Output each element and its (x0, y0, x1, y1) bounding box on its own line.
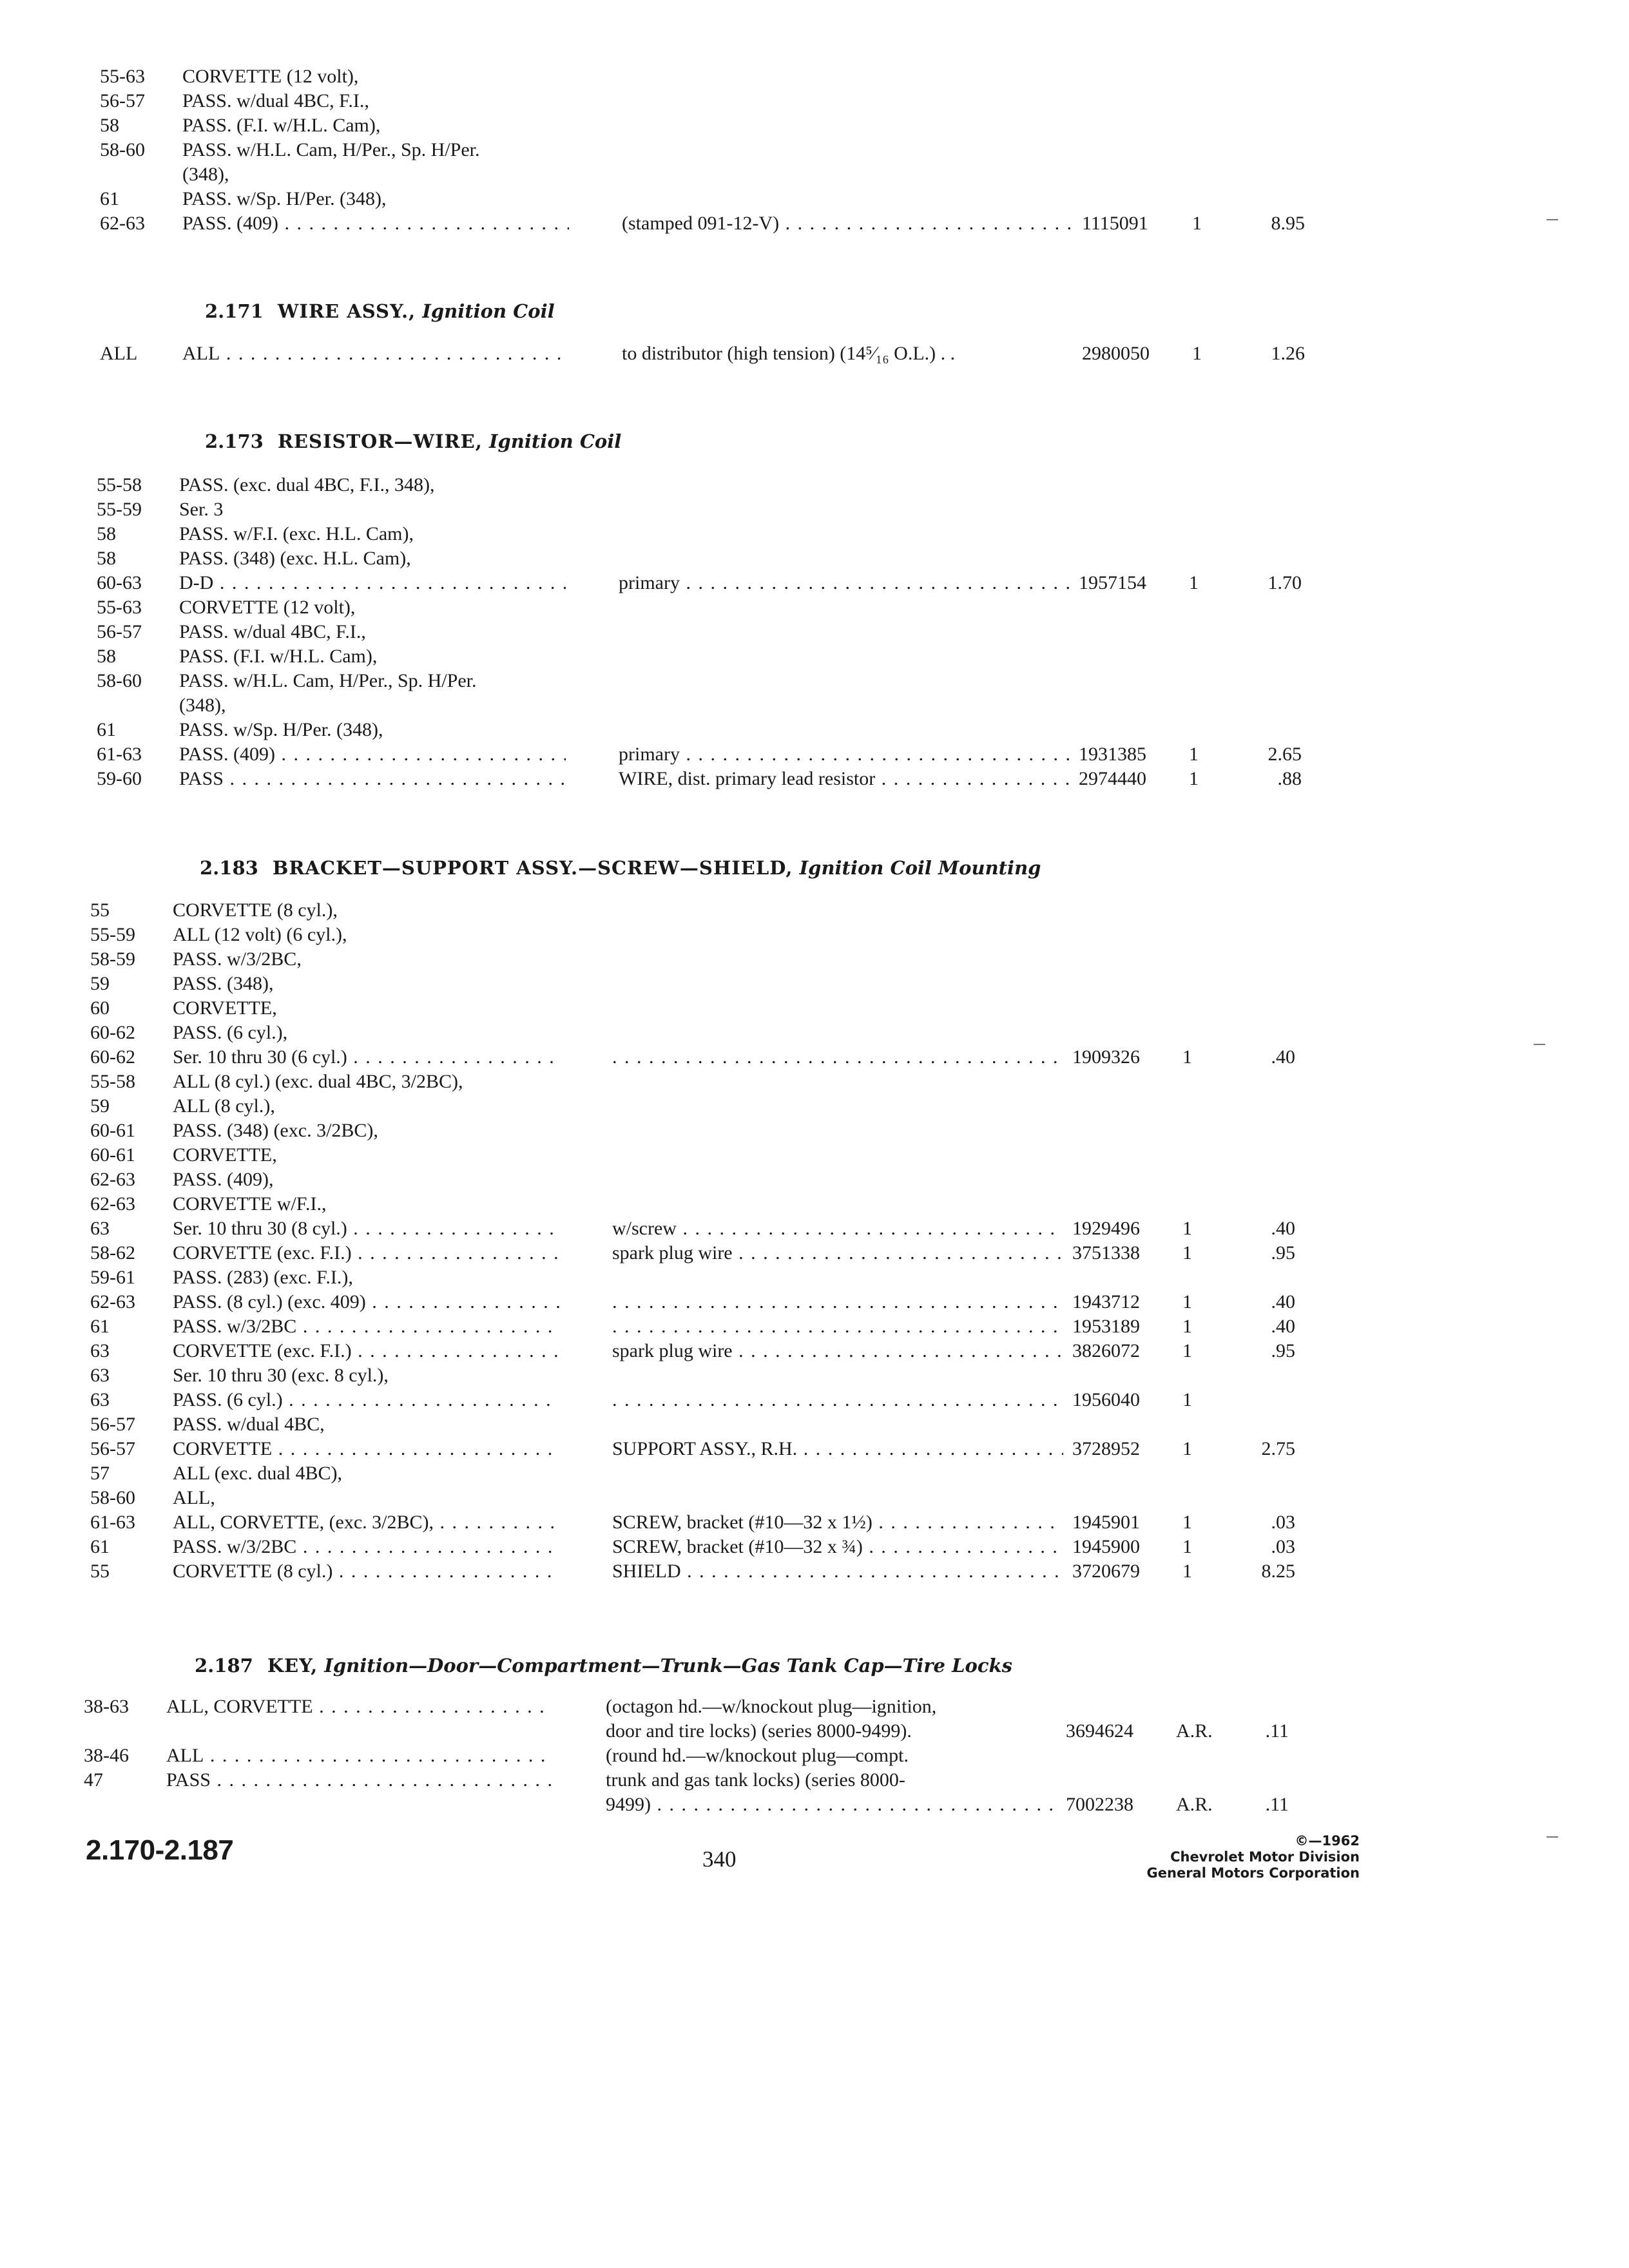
parts-row (97, 522, 1321, 546)
application: PASS. (6 cyl.) . . . (173, 1388, 559, 1412)
application: Ser. 10 thru 30 (exc. 8 cyl.), (173, 1365, 389, 1386)
year-range: 58-60 (100, 139, 145, 160)
application: PASS. (348), (173, 973, 274, 994)
year-range: 58 (97, 646, 116, 667)
parts-row (90, 1143, 1315, 1168)
list-price: .40 (1271, 1291, 1295, 1312)
list-price: .40 (1271, 1218, 1295, 1239)
copyright-block (1095, 1833, 1360, 1881)
parts-row (90, 1461, 1315, 1486)
parts-row (90, 1339, 1315, 1363)
application: PASS. w/3/2BC . . . (173, 1314, 559, 1339)
year-range: 62-63 (90, 1169, 135, 1190)
year-range: 63 (90, 1218, 110, 1239)
part-number: 2980050 (1082, 343, 1150, 364)
parts-row (100, 187, 1324, 211)
section-heading-2187 (195, 1655, 1012, 1677)
quantity: 1 (1182, 1242, 1192, 1264)
description: (stamped 091-12-V) . . . (622, 211, 1073, 236)
section-subtitle: Ignition Coil Mounting (799, 857, 1041, 879)
parts-row (90, 1045, 1315, 1070)
section-caption: KEY, (267, 1655, 318, 1677)
parts-row (100, 211, 1324, 236)
year-range: 60-62 (90, 1046, 135, 1068)
application: PASS. (348) (exc. 3/2BC), (173, 1120, 378, 1141)
quantity: 1 (1189, 572, 1199, 593)
part-number: 3728952 (1072, 1438, 1140, 1459)
quantity: 1 (1189, 768, 1199, 789)
application: (348), (179, 695, 226, 716)
year-range: 57 (90, 1463, 110, 1484)
part-number: 2974440 (1079, 768, 1146, 789)
application: Ser. 10 thru 30 (8 cyl.) . . . (173, 1216, 559, 1241)
description: to distributor (high tension) (14⁵⁄₁₆ O.L.) . . (622, 343, 956, 364)
copyright-year: ©—1962 (1295, 1833, 1360, 1849)
year-range: 58-62 (90, 1242, 135, 1264)
parts-row (90, 947, 1315, 972)
quantity: 1 (1182, 1316, 1192, 1337)
description (612, 1290, 1063, 1314)
year-range: 38-46 (84, 1745, 129, 1766)
application: CORVETTE w/F.I., (173, 1193, 327, 1215)
parts-row (90, 1216, 1315, 1241)
parts-row (84, 1744, 1308, 1768)
parts-group-2173 (97, 473, 1321, 791)
section-number: 2.187 (195, 1655, 253, 1677)
parts-row (90, 1412, 1315, 1437)
application: PASS. w/H.L. Cam, H/Per., Sp. H/Per. (182, 139, 480, 160)
list-price: .11 (1265, 1720, 1289, 1742)
list-price: .11 (1265, 1794, 1289, 1815)
year-range: 60-61 (90, 1120, 135, 1141)
year-range: 56-57 (97, 621, 142, 642)
description: w/screw . . . (612, 1216, 1063, 1241)
parts-row (90, 1486, 1315, 1510)
application: PASS . . . (179, 767, 566, 791)
year-range: 55-59 (97, 499, 142, 520)
parts-row (100, 89, 1324, 113)
quantity: 1 (1192, 213, 1202, 234)
application: PASS. (F.I. w/H.L. Cam), (182, 115, 381, 136)
year-range: 58 (100, 115, 119, 136)
year-range: 63 (90, 1389, 110, 1410)
list-price: .95 (1271, 1242, 1295, 1264)
application: CORVETTE (8 cyl.), (173, 899, 338, 921)
scan-mark (1547, 1836, 1558, 1838)
year-range: 63 (90, 1340, 110, 1361)
section-caption: WIRE ASSY., (277, 300, 416, 322)
year-range: 59-60 (97, 768, 142, 789)
part-number: 3720679 (1072, 1561, 1140, 1582)
parts-row (100, 341, 1324, 366)
description: SCREW, bracket (#10—32 x 1½) . . . (612, 1510, 1063, 1535)
part-number: 1115091 (1082, 213, 1148, 234)
parts-row (84, 1768, 1308, 1792)
year-range: 55-63 (97, 597, 142, 618)
part-number: 1929496 (1072, 1218, 1140, 1239)
parts-row (90, 1559, 1315, 1584)
quantity: 1 (1182, 1512, 1192, 1533)
application: ALL, (173, 1487, 215, 1508)
parts-row (100, 64, 1324, 89)
list-price: 2.75 (1261, 1438, 1295, 1459)
year-range: 60-62 (90, 1022, 135, 1043)
application: ALL (8 cyl.) (exc. dual 4BC, 3/2BC), (173, 1071, 463, 1092)
application: PASS. (409), (173, 1169, 274, 1190)
scan-mark (1534, 1044, 1545, 1045)
section-subtitle: Ignition Coil (422, 300, 555, 322)
part-number: 3694624 (1066, 1720, 1133, 1742)
application: CORVETTE (12 volt), (182, 66, 359, 87)
description: primary . . . (619, 742, 1070, 767)
parts-row (90, 1437, 1315, 1461)
division-name: Chevrolet Motor Division (1170, 1849, 1360, 1865)
parts-row (100, 138, 1324, 162)
part-number: 3751338 (1072, 1242, 1140, 1264)
parts-row (97, 767, 1321, 791)
quantity: 1 (1182, 1218, 1192, 1239)
quantity: A.R. (1176, 1794, 1213, 1815)
description: (round hd.—w/knockout plug—compt. (606, 1745, 909, 1766)
application: CORVETTE (exc. F.I.) . . . (173, 1339, 559, 1363)
description (612, 1314, 1063, 1339)
parts-row (90, 1535, 1315, 1559)
application: ALL (exc. dual 4BC), (173, 1463, 342, 1484)
application: PASS. (8 cyl.) (exc. 409) . . . (173, 1290, 559, 1314)
year-range: 59 (90, 973, 110, 994)
year-range: 62-63 (100, 213, 145, 234)
quantity: 1 (1182, 1291, 1192, 1312)
parts-row (90, 1021, 1315, 1045)
year-range: 61 (100, 188, 119, 209)
application: CORVETTE . . . (173, 1437, 559, 1461)
part-number: 1956040 (1072, 1389, 1140, 1410)
application: PASS. w/dual 4BC, F.I., (182, 90, 369, 111)
quantity: 1 (1182, 1389, 1192, 1410)
list-price: .03 (1271, 1536, 1295, 1557)
application: PASS. (6 cyl.), (173, 1022, 288, 1043)
description: (octagon hd.—w/knockout plug—ignition, (606, 1696, 937, 1717)
application: PASS. w/Sp. H/Per. (348), (179, 719, 383, 740)
application: CORVETTE (exc. F.I.) . . . (173, 1241, 559, 1265)
application: PASS. w/dual 4BC, F.I., (179, 621, 366, 642)
list-price: .03 (1271, 1512, 1295, 1533)
section-heading-2183 (200, 857, 1041, 879)
year-range: 55-58 (97, 474, 142, 495)
quantity: A.R. (1176, 1720, 1213, 1742)
year-range: 47 (84, 1769, 103, 1791)
description: SUPPORT ASSY., R.H. . . . (612, 1437, 1063, 1461)
section-heading-2173 (205, 430, 621, 452)
parts-group-2187 (84, 1695, 1308, 1817)
application: CORVETTE, (173, 1144, 277, 1166)
parts-row (90, 1192, 1315, 1216)
section-subtitle: Ignition—Door—Compartment—Trunk—Gas Tank Cap—Tire Locks (324, 1655, 1012, 1677)
list-price: .40 (1271, 1316, 1295, 1337)
section-caption: RESISTOR—WIRE, (277, 430, 483, 452)
application: ALL (8 cyl.), (173, 1095, 275, 1117)
parts-row (97, 571, 1321, 595)
year-range: 55 (90, 899, 110, 921)
parts-row (90, 1510, 1315, 1535)
year-range: ALL (100, 343, 138, 364)
parts-row (90, 1241, 1315, 1265)
year-range: 55-59 (90, 924, 135, 945)
part-number: 1909326 (1072, 1046, 1140, 1068)
parts-row (97, 473, 1321, 497)
year-range: 60-63 (97, 572, 142, 593)
year-range: 61-63 (97, 744, 142, 765)
description: SHIELD . . . (612, 1559, 1063, 1584)
parts-row (90, 1363, 1315, 1388)
parts-row (97, 718, 1321, 742)
application: PASS. w/H.L. Cam, H/Per., Sp. H/Per. (179, 670, 477, 691)
year-range: 62-63 (90, 1291, 135, 1312)
parts-row (90, 923, 1315, 947)
application: CORVETTE, (173, 997, 277, 1019)
parts-row (90, 1265, 1315, 1290)
parts-group-2183 (90, 898, 1315, 1584)
year-range: 59-61 (90, 1267, 135, 1288)
application: ALL . . . (166, 1744, 553, 1768)
application: D-D . . . (179, 571, 566, 595)
year-range: 63 (90, 1365, 110, 1386)
part-number: 7002238 (1066, 1794, 1133, 1815)
year-range: 56-57 (90, 1438, 135, 1459)
year-range: 62-63 (90, 1193, 135, 1215)
parts-row (90, 898, 1315, 923)
parts-row (90, 1119, 1315, 1143)
corporation-name: General Motors Corporation (1146, 1865, 1360, 1881)
year-range: 61-63 (90, 1512, 135, 1533)
year-range: 55-58 (90, 1071, 135, 1092)
parts-row (90, 1314, 1315, 1339)
year-range: 61 (97, 719, 116, 740)
list-price: .88 (1277, 768, 1302, 789)
application: (348), (182, 164, 229, 185)
year-range: 58-60 (90, 1487, 135, 1508)
year-range: 61 (90, 1316, 110, 1337)
year-range: 38-63 (84, 1696, 129, 1717)
section-number: 2.183 (200, 857, 258, 879)
application: CORVETTE (8 cyl.) . . . (173, 1559, 559, 1584)
parts-group-2171 (100, 341, 1324, 366)
parts-row (97, 595, 1321, 620)
quantity: 1 (1182, 1046, 1192, 1068)
application: PASS. (348) (exc. H.L. Cam), (179, 548, 411, 569)
list-price: 1.26 (1271, 343, 1305, 364)
parts-row (100, 162, 1324, 187)
parts-row (97, 742, 1321, 767)
section-caption: BRACKET—SUPPORT ASSY.—SCREW—SHIELD, (272, 857, 793, 879)
description: WIRE, dist. primary lead resistor . . . (619, 767, 1070, 791)
parts-row (84, 1792, 1308, 1817)
year-range: 58 (97, 523, 116, 544)
parts-row (90, 996, 1315, 1021)
list-price: 1.70 (1268, 572, 1302, 593)
list-price: 8.25 (1261, 1561, 1295, 1582)
parts-row (90, 972, 1315, 996)
description: primary . . . (619, 571, 1070, 595)
year-range: 56-57 (100, 90, 145, 111)
description: 9499) . . . (606, 1792, 1057, 1817)
year-range: 56-57 (90, 1414, 135, 1435)
part-number: 1945900 (1072, 1536, 1140, 1557)
application: Ser. 3 (179, 499, 224, 520)
application: Ser. 10 thru 30 (6 cyl.) . . . (173, 1045, 559, 1070)
application: CORVETTE (12 volt), (179, 597, 356, 618)
list-price: .40 (1271, 1046, 1295, 1068)
parts-row (84, 1695, 1308, 1719)
description (612, 1045, 1063, 1070)
list-price: 8.95 (1271, 213, 1305, 234)
application: PASS. (283) (exc. F.I.), (173, 1267, 353, 1288)
description: trunk and gas tank locks) (series 8000- (606, 1769, 905, 1791)
application: PASS. w/F.I. (exc. H.L. Cam), (179, 523, 414, 544)
list-price: .95 (1271, 1340, 1295, 1361)
parts-row (90, 1070, 1315, 1094)
part-number: 3826072 (1072, 1340, 1140, 1361)
application: PASS. w/3/2BC, (173, 948, 302, 970)
section-subtitle: Ignition Coil (488, 430, 622, 452)
parts-row (97, 620, 1321, 644)
application: ALL, CORVETTE . . . (166, 1695, 553, 1719)
quantity: 1 (1182, 1561, 1192, 1582)
description: spark plug wire . . . (612, 1241, 1063, 1265)
year-range: 58 (97, 548, 116, 569)
description (612, 1388, 1063, 1412)
parts-row (90, 1290, 1315, 1314)
year-range: 55 (90, 1561, 110, 1582)
part-number: 1931385 (1079, 744, 1146, 765)
parts-row (90, 1094, 1315, 1119)
year-range: 58-59 (90, 948, 135, 970)
parts-row (97, 669, 1321, 693)
quantity: 1 (1189, 744, 1199, 765)
application: ALL, CORVETTE, (exc. 3/2BC), . . . (173, 1510, 559, 1535)
scan-mark (1547, 219, 1558, 220)
application: ALL (12 volt) (6 cyl.), (173, 924, 347, 945)
page-number: 340 (702, 1847, 737, 1872)
year-range: 55-63 (100, 66, 145, 87)
parts-row (90, 1168, 1315, 1192)
quantity: 1 (1182, 1536, 1192, 1557)
year-range: 58-60 (97, 670, 142, 691)
application: ALL . . . (182, 341, 569, 366)
year-range: 59 (90, 1095, 110, 1117)
year-range: 60-61 (90, 1144, 135, 1166)
section-heading-2171 (205, 300, 555, 322)
year-range: 60 (90, 997, 110, 1019)
quantity: 1 (1182, 1438, 1192, 1459)
application: PASS. w/dual 4BC, (173, 1414, 325, 1435)
parts-row (100, 113, 1324, 138)
application: PASS . . . (166, 1768, 553, 1792)
parts-row (97, 693, 1321, 718)
part-number: 1943712 (1072, 1291, 1140, 1312)
parts-row (97, 546, 1321, 571)
application: PASS. (F.I. w/H.L. Cam), (179, 646, 378, 667)
application: PASS. (409) . . . (179, 742, 566, 767)
application: PASS. (exc. dual 4BC, F.I., 348), (179, 474, 435, 495)
parts-row (84, 1719, 1308, 1744)
application: PASS. w/3/2BC . . . (173, 1535, 559, 1559)
year-range: 61 (90, 1536, 110, 1557)
section-number: 2.171 (205, 300, 264, 322)
quantity: 1 (1192, 343, 1202, 364)
description: spark plug wire . . . (612, 1339, 1063, 1363)
description: door and tire locks) (series 8000-9499). (606, 1720, 912, 1742)
part-number: 1945901 (1072, 1512, 1140, 1533)
parts-row (90, 1388, 1315, 1412)
application: PASS. w/Sp. H/Per. (348), (182, 188, 387, 209)
part-number: 1957154 (1079, 572, 1146, 593)
application: PASS. (409) . . . (182, 211, 569, 236)
part-number: 1953189 (1072, 1316, 1140, 1337)
quantity: 1 (1182, 1340, 1192, 1361)
parts-row (97, 644, 1321, 669)
section-number: 2.173 (205, 430, 264, 452)
parts-group-continued (100, 64, 1324, 236)
list-price: 2.65 (1268, 744, 1302, 765)
page-reference-range: 2.170-2.187 (86, 1834, 234, 1866)
parts-row (97, 497, 1321, 522)
description: SCREW, bracket (#10—32 x ¾) . . . (612, 1535, 1063, 1559)
